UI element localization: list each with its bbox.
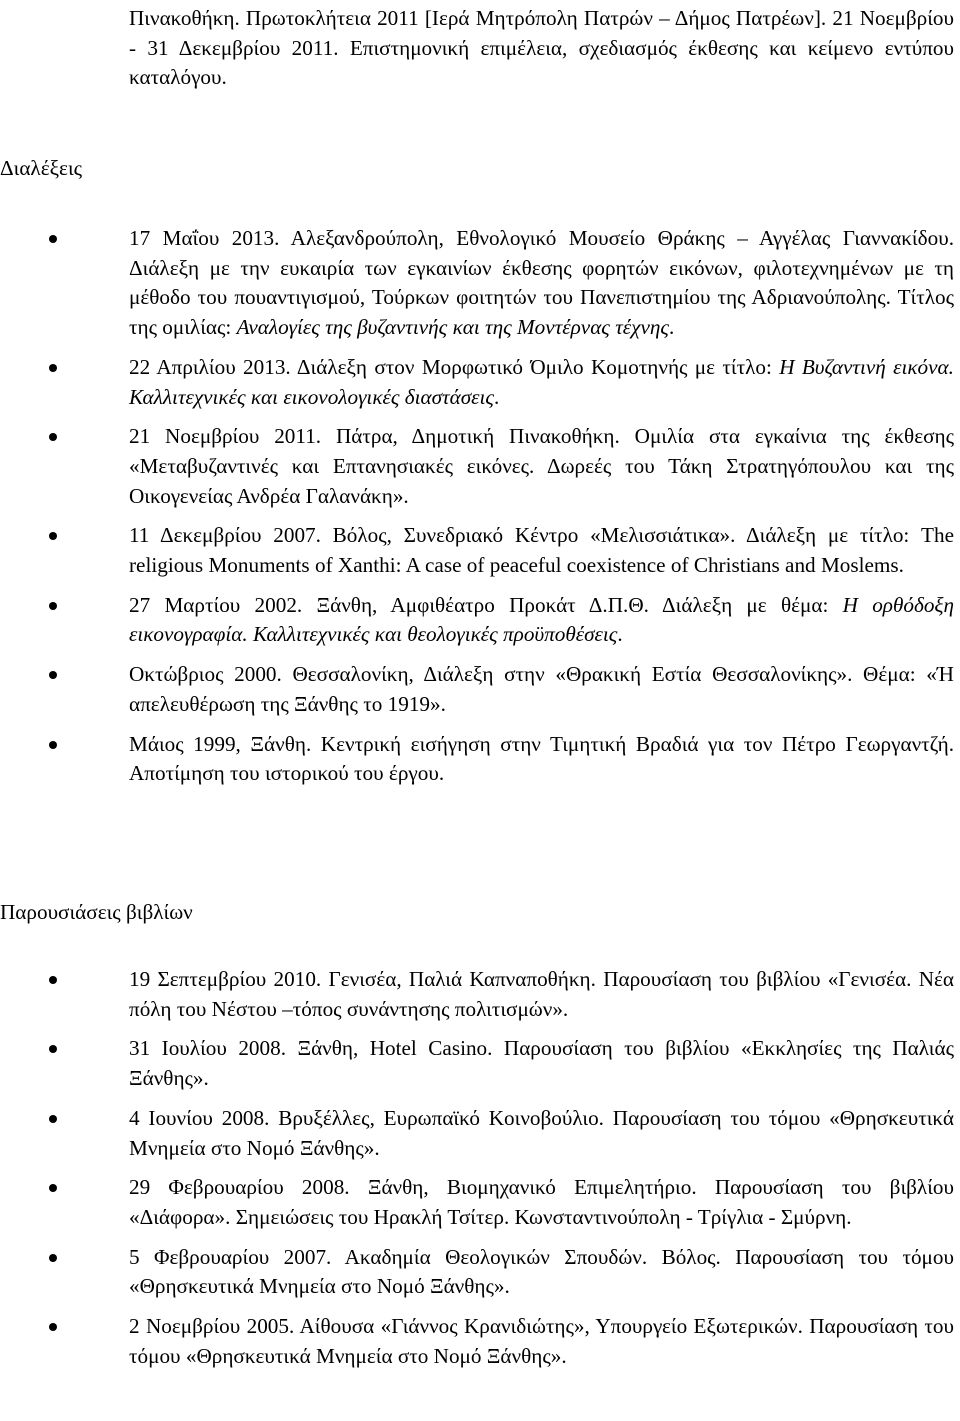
list-item: 31 Ιουλίου 2008. Ξάνθη, Hotel Casino. Παρουσίαση του βιβλίου «Εκκλησίες της Παλιάς Ξάνθης». — [129, 1034, 954, 1093]
item-text: 17 Μαΐου 2013. Αλεξανδρούπολη, Εθνολογικό Μουσείο Θράκης – Αγγέλας Γιαννακίδου. Διάλεξη με την ευκαιρία των εγκαινίων έκθεσης φορητών εικόνων, φιλοτεχνημένων με τη μέθοδο του πουαντιγισμού, Τούρκων φοιτητών του Πανεπιστημίου της Αδριανούπολης. Τίτλος της ομιλίας: — [129, 226, 954, 340]
item-text: Μάιος 1999, Ξάνθη. Κεντρική εισήγηση στην Τιμητική Βραδιά για τον Πέτρο Γεωργαντζή. Αποτίμηση του ιστορικού του έργου. — [129, 731, 954, 786]
list-item — [129, 730, 954, 789]
list-item: 29 Φεβρουαρίου 2008. Ξάνθη, Βιομηχανικό Επιμελητήριο. Παρουσίαση του βιβλίου «Διάφορα». Σημειώσεις του Ηρακλή Τσίτερ. Κωνσταντινούπολη - Τρίγλια - Σμύρνη. — [129, 1173, 954, 1232]
lectures-heading: Διαλέξεις — [0, 156, 83, 180]
list-item: 4 Ιουνίου 2008. Βρυξέλλες, Ευρωπαϊκό Κοινοβούλιο. Παρουσίαση του τόμου «Θρησκευτικά Μνημεία στο Νομό Ξάνθης». — [129, 1104, 954, 1163]
lectures-list — [129, 224, 954, 799]
lecture-title: Αναλογίες της βυζαντινής και της Μοντέρνας τέχνης — [236, 315, 669, 340]
item-end: . — [668, 315, 675, 340]
item-text: Οκτώβριος 2000. Θεσσαλονίκη, Διάλεξη στην «Θρακική Εστία Θεσσαλονίκης». Θέμα: «Ή απελευθέρωση της Ξάνθης το 1919». — [129, 662, 954, 716]
item-end: . — [494, 384, 500, 409]
item-text: 27 Μαρτίου 2002. Ξάνθη, Αμφιθέατρο Προκάτ Δ.Π.Θ. Διάλεξη με θέμα: — [129, 592, 843, 617]
lecture-title: Η Βυζαντινή εικόνα. Καλλιτεχνικές και εικονολογικές διαστάσεις — [129, 354, 954, 409]
list-item — [129, 521, 954, 580]
list-item — [129, 224, 954, 343]
intro-paragraph: Πινακοθήκη. Πρωτοκλήτεια 2011 [Ιερά Μητρόπολη Πατρών – Δήμος Πατρέων]. 21 Νοεμβρίου - 31 Δεκεμβρίου 2011. Επιστημονική επιμέλεια, σχεδιασμός έκθεσης και κείμενο εντύπου καταλόγου. — [129, 6, 954, 90]
list-item: 19 Σεπτεμβρίου 2010. Γενισέα, Παλιά Καπναποθήκη. Παρουσίαση του βιβλίου «Γενισέα. Νέα πόλη του Νέστου –τόπος συνάντησης πολιτισμών». — [129, 965, 954, 1024]
item-text: 21 Νοεμβρίου 2011. Πάτρα, Δημοτική Πινακοθήκη. Ομιλία στα εγκαίνια της έκθεσης «Μεταβυζαντινές και Επτανησιακές εικόνες. Δωρεές του Τάκη Στρατηγόπουλου και της Οικογενείας Ανδρέα Γαλανάκη». — [129, 424, 954, 508]
lecture-title: Η ορθόδοξη εικονογραφία. Καλλιτεχνικές και θεολογικές προϋποθέσεις — [129, 592, 955, 647]
item-text: 11 Δεκεμβρίου 2007. Βόλος, Συνεδριακό Κέντρο «Μελισσιάτικα». Διάλεξη με τίτλο: The religious Monuments of Xanthi: A case of peaceful coexistence of Christians and Moslems. — [129, 523, 954, 578]
book-presentations-list — [129, 965, 954, 1381]
list-item — [129, 353, 954, 412]
book-presentations-heading: Παρουσιάσεις βιβλίων — [0, 900, 193, 924]
list-item: 2 Νοεμβρίου 2005. Αίθουσα «Γιάννος Κρανιδιώτης», Υπουργείο Εξωτερικών. Παρουσίαση του τόμου «Θρησκευτικά Μνημεία στο Νομό Ξάνθης». — [129, 1312, 954, 1371]
list-item — [129, 660, 954, 719]
item-end: . — [617, 622, 623, 647]
list-item — [129, 422, 954, 511]
item-text: 22 Απριλίου 2013. Διάλεξη στον Μορφωτικό Όμιλο Κομοτηνής με τίτλο: — [129, 354, 780, 379]
list-item: 5 Φεβρουαρίου 2007. Ακαδημία Θεολογικών Σπουδών. Βόλος. Παρουσίαση του τόμου «Θρησκευτικά Μνημεία στο Νομό Ξάνθης». — [129, 1243, 954, 1302]
list-item — [129, 591, 954, 650]
